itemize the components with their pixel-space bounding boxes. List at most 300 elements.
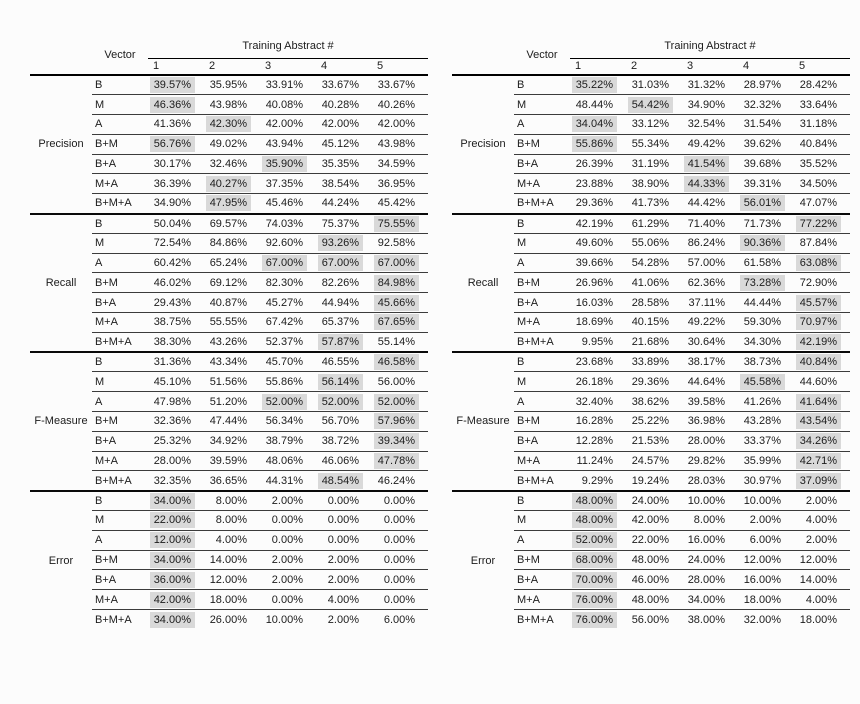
value-cell [626, 313, 682, 333]
vector-label: A [92, 253, 148, 273]
value-cell [148, 352, 204, 372]
value-text: 0.00% [327, 534, 359, 547]
value-cell [682, 273, 738, 293]
value-text: 84.86% [209, 237, 247, 250]
value-cell [148, 194, 204, 214]
vector-label: M+A [92, 590, 148, 610]
value-text: 41.73% [631, 197, 669, 210]
vector-label: B+M+A [517, 613, 554, 626]
vector-label: B+M [514, 273, 570, 293]
value-cell [794, 253, 850, 273]
highlighted-value: 48.54% [318, 473, 363, 489]
value-text: 41.26% [743, 395, 781, 408]
value-cell [316, 253, 372, 273]
vector-label: B [92, 75, 148, 95]
value-text: 8.00% [215, 494, 247, 507]
value-cell [626, 570, 682, 590]
value-cell [316, 293, 372, 313]
value-cell [682, 491, 738, 511]
highlighted-value: 37.09% [796, 473, 841, 489]
vector-label: B+M [92, 412, 148, 432]
value-cell [794, 431, 850, 451]
value-text: 16.00% [687, 534, 725, 547]
value-text: 34.90% [153, 197, 191, 210]
table-row [452, 352, 850, 372]
metric-section [452, 352, 850, 491]
highlighted-value: 34.00% [150, 493, 195, 509]
value-text: 22.00% [631, 534, 669, 547]
value-cell [260, 115, 316, 135]
value-cell [626, 372, 682, 392]
value-cell [204, 491, 260, 511]
value-cell [148, 174, 204, 194]
value-cell [372, 293, 428, 313]
value-text: 49.02% [209, 138, 247, 151]
metric-section [30, 214, 428, 353]
value-text: 48.44% [575, 98, 613, 111]
value-cell [148, 491, 204, 511]
value-text: 33.89% [631, 356, 669, 369]
value-cell [794, 332, 850, 352]
value-cell [570, 372, 626, 392]
value-cell [570, 253, 626, 273]
value-text: 42.00% [377, 118, 416, 131]
value-cell [204, 372, 260, 392]
value-cell [626, 293, 682, 313]
value-cell [794, 550, 850, 570]
value-cell [626, 253, 682, 273]
value-text: 34.59% [377, 158, 416, 171]
value-cell [260, 95, 316, 115]
value-cell [626, 273, 682, 293]
value-cell [626, 75, 682, 95]
value-text: 6.00% [749, 534, 781, 547]
value-text: 16.28% [575, 415, 613, 428]
highlighted-value: 35.90% [262, 156, 307, 172]
value-text: 34.90% [687, 98, 725, 111]
value-cell [372, 431, 428, 451]
value-text: 0.00% [271, 534, 303, 547]
value-cell [570, 610, 626, 630]
value-cell [738, 194, 794, 214]
highlighted-value: 41.54% [684, 156, 729, 172]
vector-label: B+M [514, 134, 570, 154]
value-cell [148, 253, 204, 273]
column-header: 2 [626, 58, 682, 75]
vector-label: A [514, 115, 570, 135]
value-cell [626, 154, 682, 174]
value-cell [148, 233, 204, 253]
value-cell [204, 392, 260, 412]
vector-label: M+A [514, 313, 570, 333]
value-text: 32.46% [209, 158, 247, 171]
value-text: 39.62% [743, 138, 781, 151]
value-cell [316, 451, 372, 471]
value-cell [570, 392, 626, 412]
value-text: 55.55% [209, 316, 247, 329]
value-text: 61.29% [631, 217, 669, 230]
highlighted-value: 36.00% [150, 572, 195, 588]
value-cell [372, 332, 428, 352]
value-cell [794, 590, 850, 610]
highlighted-value: 47.78% [374, 453, 419, 469]
value-text: 75.37% [321, 217, 359, 230]
value-cell [738, 293, 794, 313]
value-text: 46.24% [377, 474, 416, 487]
value-text: 82.30% [265, 276, 303, 289]
value-cell [682, 233, 738, 253]
value-cell [260, 293, 316, 313]
value-text: 10.00% [743, 494, 781, 507]
highlighted-value: 44.33% [684, 176, 729, 192]
value-cell [738, 253, 794, 273]
value-cell [682, 392, 738, 412]
value-text: 40.26% [377, 98, 416, 111]
value-cell [738, 313, 794, 333]
value-cell [794, 115, 850, 135]
value-cell [570, 451, 626, 471]
metric-label: Precision [452, 75, 514, 214]
value-cell [794, 471, 850, 491]
value-cell [794, 233, 850, 253]
value-text: 24.57% [631, 455, 669, 468]
value-text: 40.08% [265, 98, 303, 111]
value-text: 48.00% [631, 554, 669, 567]
value-text: 72.54% [153, 237, 191, 250]
vector-label: A [92, 392, 148, 412]
value-cell [794, 451, 850, 471]
value-text: 35.95% [209, 79, 247, 92]
value-cell [260, 491, 316, 511]
value-cell [204, 412, 260, 432]
value-text: 28.42% [799, 79, 838, 92]
value-cell [570, 174, 626, 194]
value-cell [626, 471, 682, 491]
value-cell [570, 590, 626, 610]
value-cell [570, 95, 626, 115]
highlighted-value: 77.22% [796, 216, 841, 232]
vector-label: B+M+A [514, 332, 570, 352]
value-cell [372, 95, 428, 115]
vector-column-header: Vector [514, 36, 570, 75]
value-text: 19.24% [631, 474, 669, 487]
value-text: 24.00% [687, 554, 725, 567]
value-text: 32.32% [743, 98, 781, 111]
value-cell [682, 570, 738, 590]
value-cell [204, 451, 260, 471]
value-text: 38.79% [265, 435, 303, 448]
highlighted-value: 42.30% [206, 116, 251, 132]
value-text: 42.00% [631, 514, 669, 527]
value-cell [738, 273, 794, 293]
highlighted-value: 63.08% [796, 255, 841, 271]
value-text: 43.98% [209, 98, 247, 111]
vector-label: B [514, 75, 570, 95]
value-text: 21.68% [631, 336, 669, 348]
value-text: 42.00% [265, 118, 303, 131]
value-cell [682, 115, 738, 135]
vector-label: M [514, 511, 570, 531]
value-cell [570, 194, 626, 214]
value-cell [570, 293, 626, 313]
value-cell [148, 154, 204, 174]
value-text: 43.94% [265, 138, 303, 151]
vector-label: B+M+A [514, 194, 570, 214]
value-cell [204, 511, 260, 531]
value-text: 41.06% [631, 276, 669, 289]
value-cell [682, 431, 738, 451]
value-cell [260, 570, 316, 590]
value-text: 18.00% [799, 613, 838, 626]
vector-label: B+A [514, 570, 570, 590]
value-text: 57.00% [687, 257, 725, 270]
value-text: 38.62% [631, 395, 669, 408]
value-cell [372, 610, 428, 630]
value-text: 71.40% [687, 217, 725, 230]
value-text: 39.31% [743, 177, 781, 190]
highlighted-value: 70.97% [796, 314, 841, 330]
vector-label: M [514, 95, 570, 115]
table-header [452, 36, 850, 75]
value-text: 33.64% [799, 98, 838, 111]
vector-label: B [92, 214, 148, 234]
value-text: 39.68% [743, 158, 781, 171]
table-row [30, 352, 428, 372]
vector-label: B [92, 491, 148, 511]
highlighted-value: 40.84% [796, 354, 841, 370]
value-cell [260, 392, 316, 412]
value-text: 52.37% [265, 336, 303, 348]
value-cell [570, 115, 626, 135]
value-cell [316, 590, 372, 610]
value-text: 47.44% [209, 415, 247, 428]
value-text: 38.30% [153, 336, 191, 348]
value-cell [204, 75, 260, 95]
value-text: 32.54% [687, 118, 725, 131]
value-text: 10.00% [265, 613, 303, 626]
table-row [452, 491, 850, 511]
vector-label: B+M+A [92, 471, 148, 491]
highlighted-value: 54.42% [628, 97, 673, 113]
value-cell [682, 590, 738, 610]
value-cell [626, 352, 682, 372]
value-cell [738, 233, 794, 253]
value-cell [794, 372, 850, 392]
value-text: 10.00% [687, 494, 725, 507]
value-cell [204, 293, 260, 313]
vector-label: M+A [514, 174, 570, 194]
value-cell [204, 471, 260, 491]
value-cell [738, 95, 794, 115]
highlighted-value: 73.28% [740, 275, 785, 291]
column-header: 1 [570, 58, 626, 75]
value-text: 14.00% [209, 554, 247, 567]
value-cell [570, 134, 626, 154]
value-cell [260, 174, 316, 194]
value-text: 35.35% [321, 158, 359, 171]
highlighted-value: 56.01% [740, 195, 785, 211]
value-cell [204, 570, 260, 590]
vector-label: A [514, 530, 570, 550]
value-text: 55.06% [631, 237, 669, 250]
highlighted-value: 40.27% [206, 176, 251, 192]
value-cell [316, 412, 372, 432]
highlighted-value: 12.00% [150, 532, 195, 548]
value-cell [682, 194, 738, 214]
value-cell [372, 154, 428, 174]
value-text: 2.00% [327, 613, 359, 626]
value-text: 48.06% [265, 455, 303, 468]
highlighted-value: 48.00% [572, 493, 617, 509]
value-cell [148, 273, 204, 293]
value-cell [148, 431, 204, 451]
value-cell [682, 451, 738, 471]
value-cell [794, 95, 850, 115]
value-cell [738, 550, 794, 570]
value-text: 0.00% [383, 573, 416, 586]
column-header: 2 [204, 58, 260, 75]
value-cell [148, 95, 204, 115]
value-text: 60.42% [153, 257, 191, 270]
value-cell [204, 530, 260, 550]
highlighted-value: 34.00% [150, 612, 195, 628]
value-text: 43.26% [209, 336, 247, 348]
value-cell [148, 471, 204, 491]
value-cell [794, 412, 850, 432]
value-cell [794, 214, 850, 234]
value-text: 25.32% [153, 435, 191, 448]
value-cell [570, 352, 626, 372]
vector-label: B+A [514, 431, 570, 451]
highlighted-value: 52.00% [572, 532, 617, 548]
value-cell [682, 332, 738, 352]
value-text: 2.00% [805, 494, 838, 507]
value-text: 67.42% [265, 316, 303, 329]
value-text: 2.00% [327, 573, 359, 586]
value-cell [204, 194, 260, 214]
vector-label: A [514, 253, 570, 273]
value-text: 38.00% [687, 613, 725, 626]
value-cell [260, 412, 316, 432]
value-text: 41.36% [153, 118, 191, 131]
value-text: 28.97% [743, 79, 781, 92]
value-text: 9.95% [581, 336, 613, 348]
value-text: 31.18% [799, 118, 838, 131]
value-cell [794, 313, 850, 333]
value-text: 30.64% [687, 336, 725, 348]
vector-label: M [92, 95, 148, 115]
value-cell [372, 174, 428, 194]
value-text: 32.35% [153, 474, 191, 487]
value-cell [372, 372, 428, 392]
value-cell [204, 134, 260, 154]
value-text: 59.30% [743, 316, 781, 329]
results-table-right [452, 36, 850, 629]
value-cell [372, 590, 428, 610]
value-text: 38.73% [743, 356, 781, 369]
value-text: 38.75% [153, 316, 191, 329]
value-cell [148, 214, 204, 234]
value-cell [626, 233, 682, 253]
value-text: 55.14% [377, 336, 416, 348]
vector-label: B+M+A [95, 613, 132, 626]
value-cell [316, 214, 372, 234]
highlighted-value: 76.00% [572, 612, 617, 628]
value-text: 56.70% [321, 415, 359, 428]
column-header: 5 [794, 58, 850, 75]
value-text: 39.58% [687, 395, 725, 408]
value-cell [372, 194, 428, 214]
value-text: 44.24% [321, 197, 359, 210]
value-cell [260, 313, 316, 333]
column-header: 5 [372, 58, 428, 75]
value-text: 2.00% [271, 494, 303, 507]
value-cell [204, 214, 260, 234]
training-abstract-header: Training Abstract # [570, 36, 850, 58]
value-cell [794, 352, 850, 372]
vector-label: B+A [92, 154, 148, 174]
value-text: 56.00% [631, 613, 669, 626]
value-cell [738, 590, 794, 610]
value-cell [682, 511, 738, 531]
table-header [30, 36, 428, 75]
value-cell [148, 590, 204, 610]
value-text: 0.00% [327, 494, 359, 507]
value-cell [626, 194, 682, 214]
value-cell [738, 115, 794, 135]
value-text: 35.99% [743, 455, 781, 468]
value-text: 47.07% [799, 197, 838, 210]
value-text: 44.42% [687, 197, 725, 210]
value-text: 28.00% [687, 573, 725, 586]
value-text: 26.18% [575, 375, 613, 388]
vector-label: B+A [92, 570, 148, 590]
value-cell [204, 332, 260, 352]
vector-label: B+M [514, 550, 570, 570]
value-cell [372, 491, 428, 511]
value-text: 0.00% [383, 554, 416, 567]
value-text: 36.39% [153, 177, 191, 190]
value-cell [316, 194, 372, 214]
value-text: 30.97% [743, 474, 781, 487]
value-cell [794, 491, 850, 511]
value-cell [372, 115, 428, 135]
value-cell [682, 610, 738, 630]
value-cell [570, 332, 626, 352]
vector-label: B+M [514, 412, 570, 432]
value-cell [372, 412, 428, 432]
value-text: 31.32% [687, 79, 725, 92]
value-cell [682, 530, 738, 550]
vector-label: B [514, 352, 570, 372]
vector-label: M [514, 233, 570, 253]
metric-label: Error [48, 554, 74, 567]
value-cell [316, 570, 372, 590]
value-text: 39.66% [575, 257, 613, 270]
value-cell [794, 174, 850, 194]
highlighted-value: 57.96% [374, 413, 419, 429]
value-cell [626, 431, 682, 451]
value-cell [682, 293, 738, 313]
value-cell [626, 412, 682, 432]
value-text: 49.42% [687, 138, 725, 151]
value-text: 74.03% [265, 217, 303, 230]
value-text: 29.43% [153, 296, 191, 309]
value-text: 38.54% [321, 177, 359, 190]
value-text: 45.70% [265, 356, 303, 369]
value-text: 18.00% [743, 593, 781, 606]
highlighted-value: 67.00% [374, 255, 419, 271]
